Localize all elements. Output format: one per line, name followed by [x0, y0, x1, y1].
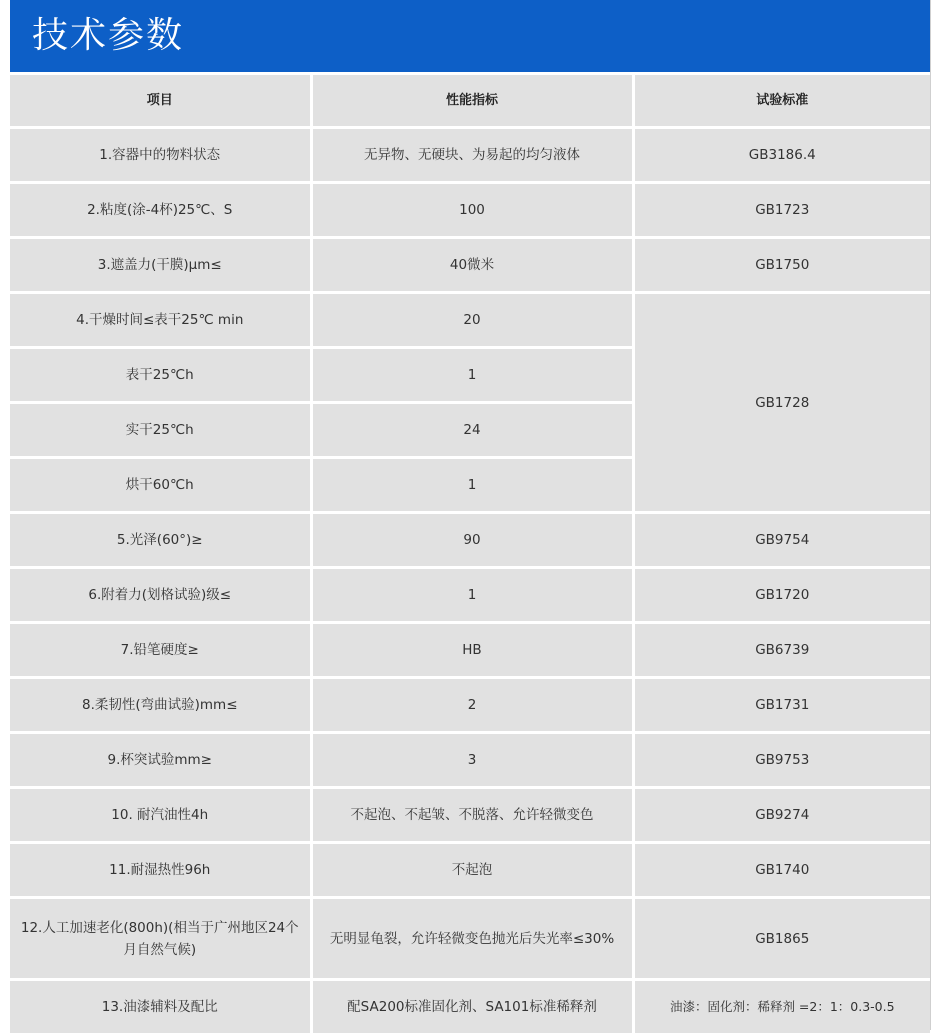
table-row	[10, 623, 930, 678]
spec-table	[10, 72, 930, 1036]
table-row	[10, 843, 930, 898]
item-cell: 11.耐湿热性96h	[10, 843, 311, 898]
value-cell: 90	[311, 513, 633, 568]
table-row	[10, 898, 930, 980]
standard-cell: GB1720	[633, 568, 930, 623]
table-header-row	[10, 74, 930, 128]
standard-cell: GB3186.4	[633, 128, 930, 183]
standard-cell: GB1740	[633, 843, 930, 898]
value-cell: 1	[311, 568, 633, 623]
table-row	[10, 238, 930, 293]
item-cell: 1.容器中的物料状态	[10, 128, 311, 183]
page-border	[930, 0, 931, 1030]
standard-cell: GB9753	[633, 733, 930, 788]
standard-cell: GB1750	[633, 238, 930, 293]
table-row	[10, 513, 930, 568]
value-cell: 24	[311, 403, 633, 458]
table-row	[10, 128, 930, 183]
item-cell: 烘干60℃h	[10, 458, 311, 513]
column-header-value: 性能指标	[311, 74, 633, 128]
section-header	[10, 0, 930, 72]
standard-cell: GB1728	[633, 293, 930, 513]
standard-cell: GB1731	[633, 678, 930, 733]
value-cell: 2	[311, 678, 633, 733]
table-row	[10, 678, 930, 733]
item-cell: 表干25℃h	[10, 348, 311, 403]
value-cell: 3	[311, 733, 633, 788]
standard-cell: GB1723	[633, 183, 930, 238]
value-cell: 1	[311, 458, 633, 513]
item-cell: 7.铅笔硬度≥	[10, 623, 311, 678]
item-cell: 10. 耐汽油性4h	[10, 788, 311, 843]
value-cell: 40微米	[311, 238, 633, 293]
standard-cell: GB1865	[633, 898, 930, 980]
item-cell: 2.粘度(涂-4杯)25℃、S	[10, 183, 311, 238]
value-cell: 1	[311, 348, 633, 403]
table-row	[10, 183, 930, 238]
value-cell: HB	[311, 623, 633, 678]
value-cell: 无明显龟裂，允许轻微变色抛光后失光率≤30%	[311, 898, 633, 980]
standard-cell: GB9754	[633, 513, 930, 568]
standard-cell: GB6739	[633, 623, 930, 678]
table-row	[10, 980, 930, 1035]
item-cell: 3.遮盖力(干膜)μm≤	[10, 238, 311, 293]
item-cell: 13.油漆辅料及配比	[10, 980, 311, 1035]
spec-panel	[10, 0, 930, 1030]
table-row	[10, 293, 930, 348]
item-cell: 12.人工加速老化(800h)(相当于广州地区24个月自然气候)	[10, 898, 311, 980]
value-cell: 不起泡	[311, 843, 633, 898]
standard-cell: GB9274	[633, 788, 930, 843]
item-cell: 8.柔韧性(弯曲试验)mm≤	[10, 678, 311, 733]
item-cell: 9.杯突试验mm≥	[10, 733, 311, 788]
standard-cell: 油漆：固化剂：稀释剂 =2：1：0.3-0.5	[633, 980, 930, 1035]
value-cell: 无异物、无硬块、为易起的均匀液体	[311, 128, 633, 183]
table-row	[10, 788, 930, 843]
value-cell: 20	[311, 293, 633, 348]
value-cell: 配SA200标准固化剂、SA101标准稀释剂	[311, 980, 633, 1035]
column-header-standard: 试验标准	[633, 74, 930, 128]
column-header-item: 项目	[10, 74, 311, 128]
value-cell: 不起泡、不起皱、不脱落、允许轻微变色	[311, 788, 633, 843]
value-cell: 100	[311, 183, 633, 238]
item-cell: 6.附着力(划格试验)级≤	[10, 568, 311, 623]
table-row	[10, 568, 930, 623]
item-cell: 实干25℃h	[10, 403, 311, 458]
item-cell: 5.光泽(60°)≥	[10, 513, 311, 568]
section-title: 技术参数	[32, 15, 185, 56]
item-cell: 4.干燥时间≤表干25℃ min	[10, 293, 311, 348]
table-row	[10, 733, 930, 788]
